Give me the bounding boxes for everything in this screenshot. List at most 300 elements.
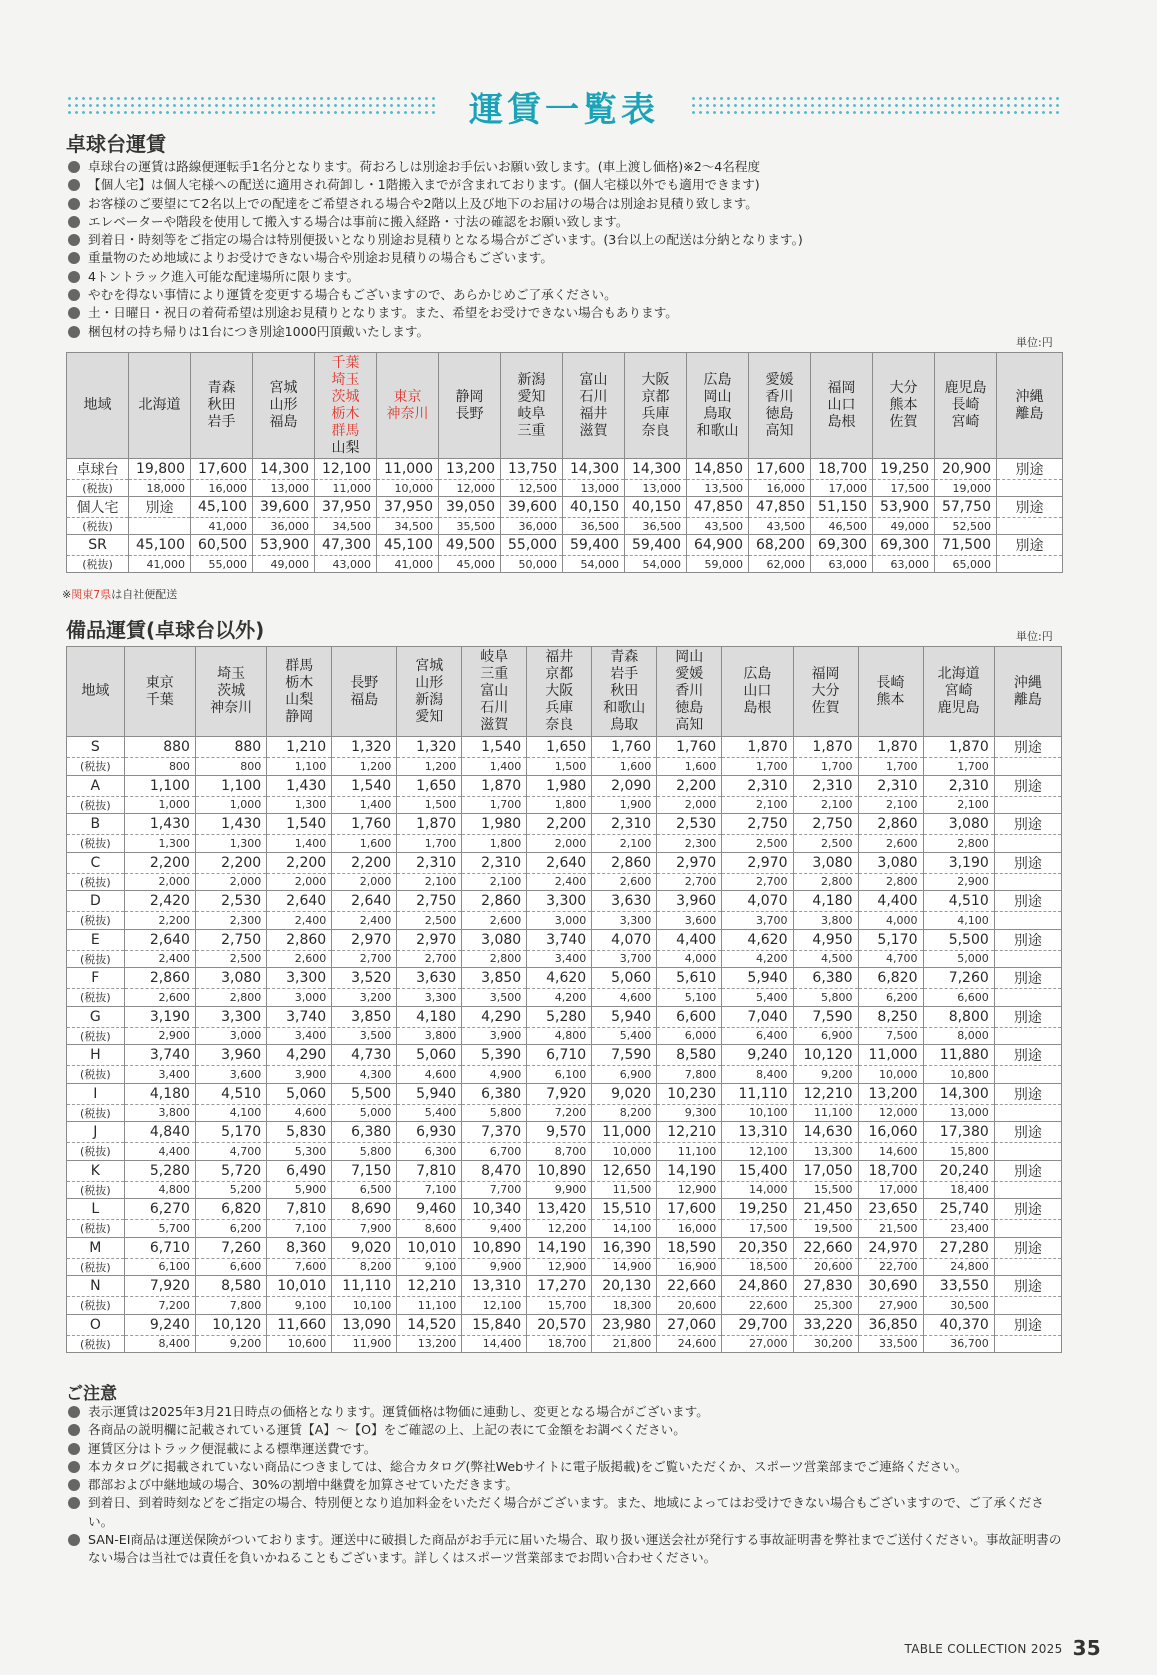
rate-value: 2,200 — [195, 852, 266, 873]
tax-other — [994, 950, 1061, 968]
rate-label: B — [67, 814, 125, 835]
rate-value: 2,310 — [923, 775, 994, 796]
eq-row — [67, 1006, 1062, 1027]
rate-value: 11,000 — [377, 459, 439, 480]
rate-value: 6,380 — [332, 1122, 397, 1143]
rate-value: 18,700 — [858, 1160, 923, 1181]
tax-value: 14,600 — [858, 1143, 923, 1161]
eq-header-cell — [124, 647, 195, 737]
region-name: 和歌山 — [696, 422, 739, 439]
rate-value: 3,080 — [462, 929, 527, 950]
tax-value: 6,000 — [657, 1027, 722, 1045]
page-number: 35 — [1072, 1636, 1101, 1660]
rate-value: 17,600 — [191, 459, 253, 480]
rate-value: 3,080 — [793, 852, 858, 873]
tax-value: 1,600 — [657, 758, 722, 776]
rate-value: 2,090 — [592, 775, 657, 796]
rate-value: 5,940 — [397, 1083, 462, 1104]
rate-value: 3,630 — [397, 968, 462, 989]
tax-value: 6,300 — [397, 1143, 462, 1161]
region-name: 滋賀 — [480, 717, 509, 733]
rate-value: 2,310 — [592, 814, 657, 835]
rate-label: O — [67, 1314, 125, 1335]
tax-value: 14,900 — [592, 1258, 657, 1276]
tax-value: 2,700 — [397, 950, 462, 968]
rate-value: 3,190 — [923, 852, 994, 873]
rate-label: M — [67, 1237, 125, 1258]
rate-value: 880 — [124, 737, 195, 758]
tax-value: 3,400 — [124, 1066, 195, 1084]
tax-value: 8,000 — [923, 1027, 994, 1045]
rate-value: 23,650 — [858, 1199, 923, 1220]
tt-header-cell — [67, 353, 129, 459]
tax-value: 2,100 — [397, 873, 462, 891]
rate-value: 27,060 — [657, 1314, 722, 1335]
tax-value: 2,200 — [124, 912, 195, 930]
rate-other: 別途 — [994, 852, 1061, 873]
tax-value: 17,000 — [811, 480, 873, 497]
rate-value: 8,470 — [462, 1160, 527, 1181]
rate-value: 4,510 — [195, 1083, 266, 1104]
tax-value: 2,100 — [923, 796, 994, 814]
tax-value: 4,300 — [332, 1066, 397, 1084]
rate-value: 2,970 — [397, 929, 462, 950]
rate-value: 4,180 — [397, 1006, 462, 1027]
rate-value: 5,940 — [592, 1006, 657, 1027]
tax-value: 36,000 — [501, 518, 563, 535]
rate-value: 14,300 — [625, 459, 687, 480]
rate-value: 5,170 — [858, 929, 923, 950]
rate-value: 2,200 — [332, 852, 397, 873]
rate-value: 1,430 — [267, 775, 332, 796]
eq-row — [67, 852, 1062, 873]
rate-value: 3,300 — [527, 891, 592, 912]
rate-value: 2,310 — [397, 852, 462, 873]
rate-value: 3,520 — [332, 968, 397, 989]
rate-value: 880 — [195, 737, 266, 758]
rate-value: 2,420 — [124, 891, 195, 912]
tax-value: 17,000 — [858, 1181, 923, 1199]
rate-label: S — [67, 737, 125, 758]
footnote-red-text: 関東7県 — [71, 588, 112, 601]
tax-value: 20,600 — [657, 1297, 722, 1315]
tax-value: 30,200 — [793, 1335, 858, 1353]
tax-other — [994, 1220, 1061, 1238]
tt-header-cell — [749, 353, 811, 459]
rate-value: 2,200 — [657, 775, 722, 796]
eq-row — [67, 1122, 1062, 1143]
tax-value: 62,000 — [749, 556, 811, 573]
rate-value: 7,810 — [397, 1160, 462, 1181]
region-name: 沖縄 — [1013, 674, 1042, 691]
tax-value: 11,000 — [315, 480, 377, 497]
rate-value: 6,710 — [527, 1045, 592, 1066]
rate-other: 別途 — [997, 459, 1063, 480]
tax-value: 5,800 — [462, 1104, 527, 1122]
rate-value: 6,600 — [657, 1006, 722, 1027]
rate-value: 1,870 — [722, 737, 793, 758]
tax-label: (税抜) — [67, 556, 129, 573]
tax-label: (税抜) — [67, 1066, 125, 1084]
tax-value: 10,100 — [332, 1297, 397, 1315]
tax-other — [994, 1104, 1061, 1122]
tax-value: 9,100 — [397, 1258, 462, 1276]
region-name: 岡山 — [703, 388, 732, 405]
tax-value: 3,000 — [195, 1027, 266, 1045]
rate-value: 13,090 — [332, 1314, 397, 1335]
rate-value: 45,100 — [191, 497, 253, 518]
rate-value: 9,240 — [124, 1314, 195, 1335]
tax-value: 9,100 — [267, 1297, 332, 1315]
caution-note: 郡部および中継地域の場合、30%の割増中継費を加算させていただきます。 — [66, 1476, 1066, 1494]
eq-row — [67, 1160, 1062, 1181]
rate-value: 4,730 — [332, 1045, 397, 1066]
rate-value: 59,400 — [625, 535, 687, 556]
rate-value: 5,500 — [923, 929, 994, 950]
rate-value: 6,930 — [397, 1122, 462, 1143]
tax-value: 3,400 — [527, 950, 592, 968]
tax-value: 65,000 — [935, 556, 997, 573]
tax-value: 18,500 — [722, 1258, 793, 1276]
rate-value: 8,690 — [332, 1199, 397, 1220]
region-name: 群馬 — [331, 422, 360, 439]
tax-label: (税抜) — [67, 989, 125, 1007]
table-note: 【個人宅】は個人宅様への配送に適用され荷卸し・1階搬入までが含まれております。(個人宅様以外でも適用できます) — [66, 176, 1066, 194]
eq-header-cell — [657, 647, 722, 737]
region-name: 岐阜 — [480, 649, 509, 665]
tax-value: 27,000 — [722, 1335, 793, 1353]
region-name: 長崎 — [951, 397, 980, 413]
rate-value: 11,110 — [722, 1083, 793, 1104]
tax-value: 43,500 — [687, 518, 749, 535]
tax-value: 5,200 — [195, 1181, 266, 1199]
rate-value: 2,640 — [267, 891, 332, 912]
region-name: 福島 — [350, 691, 379, 708]
tax-value: 3,700 — [722, 912, 793, 930]
region-name: 和歌山 — [603, 700, 646, 716]
tax-value: 5,100 — [657, 989, 722, 1007]
region-name: 離島 — [1013, 691, 1042, 708]
rate-value: 20,350 — [722, 1237, 793, 1258]
tax-value: 12,000 — [858, 1104, 923, 1122]
rate-value: 1,430 — [124, 814, 195, 835]
eq-header-cell — [858, 647, 923, 737]
eq-row — [67, 968, 1062, 989]
tax-other — [994, 1297, 1061, 1315]
eq-tax-row — [67, 1258, 1062, 1276]
rate-value: 1,760 — [592, 737, 657, 758]
tax-value: 2,400 — [124, 950, 195, 968]
eq-row — [67, 891, 1062, 912]
tax-value: 6,100 — [124, 1258, 195, 1276]
rate-value: 11,660 — [267, 1314, 332, 1335]
rate-value: 4,620 — [722, 929, 793, 950]
tax-label: (税抜) — [67, 480, 129, 497]
tax-value: 5,900 — [267, 1181, 332, 1199]
rate-value: 2,310 — [462, 852, 527, 873]
tax-value: 2,800 — [195, 989, 266, 1007]
region-name: 青森 — [207, 380, 236, 396]
tax-value: 1,300 — [267, 796, 332, 814]
equip-section-heading: 備品運賃(卓球台以外) — [66, 618, 265, 642]
tax-value: 3,000 — [267, 989, 332, 1007]
rate-value: 39,600 — [253, 497, 315, 518]
region-name: 三重 — [517, 422, 546, 439]
rate-value: 2,530 — [195, 891, 266, 912]
tax-value: 15,800 — [923, 1143, 994, 1161]
region-name: 大阪 — [545, 683, 574, 699]
eq-header-cell — [67, 647, 125, 737]
rate-value: 7,260 — [195, 1237, 266, 1258]
rate-value: 2,860 — [592, 852, 657, 873]
rate-value: 1,870 — [858, 737, 923, 758]
eq-tax-row — [67, 835, 1062, 853]
tax-value: 2,600 — [462, 912, 527, 930]
caution-note: 各商品の説明欄に記載されている運賃【A】〜【O】をご確認の上、上記の表にて金額をお調べください。 — [66, 1421, 1066, 1439]
rate-value: 9,020 — [592, 1083, 657, 1104]
rate-value: 59,400 — [563, 535, 625, 556]
tt-header-cell — [563, 353, 625, 459]
tt-header-cell — [935, 353, 997, 459]
footnote-mark: ※ — [62, 588, 72, 601]
rate-value: 12,210 — [657, 1122, 722, 1143]
tax-value: 1,700 — [858, 758, 923, 776]
rate-other: 別途 — [994, 1006, 1061, 1027]
rate-value: 2,310 — [722, 775, 793, 796]
rate-value: 1,870 — [397, 814, 462, 835]
tax-value: 13,300 — [793, 1143, 858, 1161]
tax-value: 11,100 — [657, 1143, 722, 1161]
rate-value: 12,100 — [315, 459, 377, 480]
region-name: 富山 — [579, 371, 608, 388]
rate-other: 別途 — [994, 1314, 1061, 1335]
rate-value: 7,040 — [722, 1006, 793, 1027]
rate-value: 6,820 — [195, 1199, 266, 1220]
rate-value: 17,600 — [749, 459, 811, 480]
rate-value: 9,570 — [527, 1122, 592, 1143]
rate-value: 1,870 — [793, 737, 858, 758]
tax-value: 45,000 — [439, 556, 501, 573]
rate-value: 2,640 — [332, 891, 397, 912]
tt-header-cell — [253, 353, 315, 459]
tt-row — [67, 535, 1063, 556]
rate-other: 別途 — [997, 497, 1063, 518]
rate-value: 17,600 — [657, 1199, 722, 1220]
rate-value: 2,860 — [462, 891, 527, 912]
rate-value: 9,020 — [332, 1237, 397, 1258]
rate-label: 個人宅 — [67, 497, 129, 518]
tax-value: 11,100 — [397, 1297, 462, 1315]
rate-value: 10,120 — [195, 1314, 266, 1335]
rate-value: 18,590 — [657, 1237, 722, 1258]
eq-header-cell — [923, 647, 994, 737]
tax-value: 3,500 — [332, 1027, 397, 1045]
tax-value: 2,500 — [793, 835, 858, 853]
tax-value: 11,900 — [332, 1335, 397, 1353]
region-name: 滋賀 — [579, 422, 608, 439]
tt-header-cell — [501, 353, 563, 459]
rate-value: 2,200 — [124, 852, 195, 873]
rate-value: 6,270 — [124, 1199, 195, 1220]
rate-value: 2,970 — [657, 852, 722, 873]
region-name: 大分 — [811, 683, 840, 699]
rate-value: 6,490 — [267, 1160, 332, 1181]
tax-value: 63,000 — [873, 556, 935, 573]
tax-value: 5,400 — [397, 1104, 462, 1122]
rate-value: 14,300 — [923, 1083, 994, 1104]
region-name: 宮城 — [415, 657, 444, 674]
collection-name: TABLE COLLECTION 2025 — [904, 1642, 1063, 1656]
rate-value: 6,710 — [124, 1237, 195, 1258]
tax-value: 4,200 — [722, 950, 793, 968]
tax-value: 49,000 — [873, 518, 935, 535]
rate-value: 30,690 — [858, 1276, 923, 1297]
tax-value: 14,100 — [592, 1220, 657, 1238]
tax-value: 1,400 — [462, 758, 527, 776]
rate-label: G — [67, 1006, 125, 1027]
tax-value: 6,100 — [527, 1066, 592, 1084]
tax-value: 41,000 — [191, 518, 253, 535]
region-name: 新潟 — [517, 371, 546, 388]
tax-value: 41,000 — [377, 556, 439, 573]
tax-value: 34,500 — [315, 518, 377, 535]
tax-value: 25,300 — [793, 1297, 858, 1315]
tax-other — [994, 1335, 1061, 1353]
rate-value: 16,060 — [858, 1122, 923, 1143]
eq-header-cell — [462, 647, 527, 737]
eq-tax-row — [67, 758, 1062, 776]
tt-tax-row — [67, 518, 1063, 535]
tax-value: 2,700 — [657, 873, 722, 891]
tax-label: (税抜) — [67, 518, 129, 535]
tax-label: (税抜) — [67, 950, 125, 968]
tax-value: 3,000 — [527, 912, 592, 930]
rate-value: 6,380 — [793, 968, 858, 989]
rate-value: 13,310 — [722, 1122, 793, 1143]
tax-value: 41,000 — [129, 556, 191, 573]
rate-other: 別途 — [994, 1083, 1061, 1104]
tax-value: 22,600 — [722, 1297, 793, 1315]
tax-label: (税抜) — [67, 758, 125, 776]
tax-value: 8,400 — [124, 1335, 195, 1353]
region-name: 宮崎 — [951, 414, 980, 430]
rate-value: 2,750 — [793, 814, 858, 835]
tax-value: 5,000 — [332, 1104, 397, 1122]
tax-value: 24,800 — [923, 1258, 994, 1276]
rate-other: 別途 — [994, 891, 1061, 912]
tax-value: 12,500 — [501, 480, 563, 497]
tax-value: 43,000 — [315, 556, 377, 573]
region-name: 秋田 — [610, 683, 639, 699]
tax-value: 21,800 — [592, 1335, 657, 1353]
rate-value: 4,290 — [267, 1045, 332, 1066]
rate-value: 10,890 — [462, 1237, 527, 1258]
rate-value: 12,210 — [397, 1276, 462, 1297]
rate-value: 5,390 — [462, 1045, 527, 1066]
tax-value — [129, 518, 191, 535]
tax-value: 14,000 — [722, 1181, 793, 1199]
tax-label: (税抜) — [67, 796, 125, 814]
tax-value: 13,000 — [253, 480, 315, 497]
rate-value: 4,400 — [657, 929, 722, 950]
rate-value: 6,380 — [462, 1083, 527, 1104]
table-note: やむを得ない事情により運賃を変更する場合もございますので、あらかじめご了承ください。 — [66, 286, 1066, 304]
rate-value: 14,520 — [397, 1314, 462, 1335]
rate-value: 39,050 — [439, 497, 501, 518]
tax-value: 8,200 — [332, 1258, 397, 1276]
tt-header-row — [67, 353, 1063, 459]
eq-header-cell — [195, 647, 266, 737]
region-name: 神奈川 — [386, 405, 429, 422]
tax-value: 7,100 — [267, 1220, 332, 1238]
tax-value: 4,800 — [527, 1027, 592, 1045]
region-name: 北海道 — [138, 397, 181, 413]
caution-note: SAN-EI商品は運送保険がついております。運送中に破損した商品がお手元に届いた場合、取り扱い運送会社が発行する事故証明書を弊社までご送付ください。事故証明書のない場合は当社では責任を負いかねることもございます。詳しくはスポーツ営業部までお問い合わせください。 — [66, 1531, 1066, 1568]
tax-value: 800 — [195, 758, 266, 776]
tax-value: 4,100 — [195, 1104, 266, 1122]
tax-other — [994, 873, 1061, 891]
rate-value: 27,830 — [793, 1276, 858, 1297]
tax-value: 5,700 — [124, 1220, 195, 1238]
rate-value: 71,500 — [935, 535, 997, 556]
region-name: 秋田 — [207, 397, 236, 413]
region-name: 沖縄 — [1015, 388, 1044, 405]
rate-value: 14,630 — [793, 1122, 858, 1143]
table-notes-list — [66, 158, 1066, 341]
rate-value: 1,760 — [332, 814, 397, 835]
tax-value: 7,600 — [267, 1258, 332, 1276]
tax-value: 18,400 — [923, 1181, 994, 1199]
tax-value: 3,700 — [592, 950, 657, 968]
tax-value: 10,600 — [267, 1335, 332, 1353]
tax-value: 5,800 — [793, 989, 858, 1007]
tax-label: (税抜) — [67, 1335, 125, 1353]
rate-value: 45,100 — [377, 535, 439, 556]
tax-value: 18,000 — [129, 480, 191, 497]
region-name: 香川 — [765, 388, 794, 405]
tax-other — [994, 1258, 1061, 1276]
rate-value: 11,000 — [592, 1122, 657, 1143]
equip-unit-label: 単位:円 — [1016, 630, 1053, 643]
tax-other — [994, 1066, 1061, 1084]
tax-value: 2,500 — [397, 912, 462, 930]
rate-value: 3,740 — [527, 929, 592, 950]
tax-value: 5,400 — [722, 989, 793, 1007]
eq-tax-row — [67, 1335, 1062, 1353]
region-name: 福井 — [579, 405, 608, 422]
rate-value: 68,200 — [749, 535, 811, 556]
table-note: 卓球台の運賃は路線便運転手1名分となります。荷おろしは別途お手伝いお願い致します。(車上渡し価格)※2〜4名程度 — [66, 158, 1066, 176]
region-name: 千葉 — [331, 354, 360, 371]
tax-value: 63,000 — [811, 556, 873, 573]
rate-value: 22,660 — [657, 1276, 722, 1297]
eq-row — [67, 929, 1062, 950]
region-name: 離島 — [1015, 405, 1044, 422]
region-name: 兵庫 — [545, 700, 574, 716]
rate-value: 40,150 — [625, 497, 687, 518]
tt-header-cell — [191, 353, 253, 459]
rate-value: 2,970 — [332, 929, 397, 950]
tax-value: 2,000 — [267, 873, 332, 891]
tax-value: 12,100 — [722, 1143, 793, 1161]
rate-value: 5,060 — [397, 1045, 462, 1066]
tax-value: 7,500 — [858, 1027, 923, 1045]
rate-value: 6,820 — [858, 968, 923, 989]
region-name: 熊本 — [889, 397, 918, 413]
tax-value: 13,000 — [563, 480, 625, 497]
tax-value: 8,600 — [397, 1220, 462, 1238]
tax-value: 1,600 — [332, 835, 397, 853]
